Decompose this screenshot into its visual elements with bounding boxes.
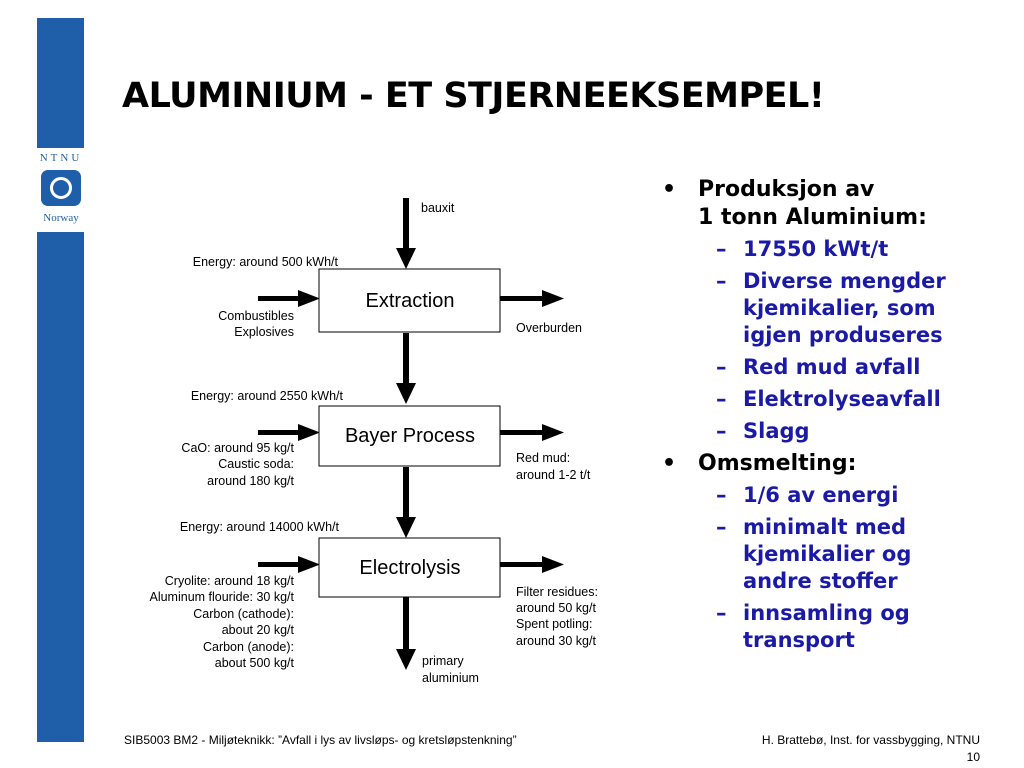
sub-bullet-item: – innsamling og transport bbox=[660, 600, 1010, 654]
electrolysis-energy: Energy: around 14000 kWh/t bbox=[179, 520, 339, 534]
extraction-bayer-arrow-shaft bbox=[403, 333, 409, 383]
sub-bullet-item: – 17550 kWt/t bbox=[660, 236, 1010, 263]
page-number: 10 bbox=[966, 750, 980, 764]
bayer-electrolysis-arrow-head bbox=[396, 517, 416, 538]
sub-bullet-item: – Diverse mengder kjemikalier, som igjen produseres bbox=[660, 268, 1010, 349]
logo-top-text: NTNU bbox=[39, 152, 83, 164]
bullet-list bbox=[660, 176, 1010, 659]
extraction-bayer-arrow-head bbox=[396, 383, 416, 404]
electrolysis-input-6: about 500 kg/t bbox=[214, 656, 294, 670]
sub-bullet-item: – Elektrolyseavfall bbox=[660, 386, 1010, 413]
bauxit-label: bauxit bbox=[421, 201, 455, 215]
electrolysis-input-2: Aluminum flouride: 30 kg/t bbox=[149, 590, 294, 604]
sub-bullet-text: 17550 kWt/t bbox=[743, 237, 889, 261]
electrolysis-input-5: Carbon (anode): bbox=[202, 640, 294, 654]
sub-bullet-text: Elektrolyseavfall bbox=[743, 387, 941, 411]
bayer-output-1: Red mud: bbox=[516, 451, 571, 465]
bayer-energy: Energy: around 2550 kWh/t bbox=[190, 389, 343, 403]
bayer-input-2: Caustic soda: bbox=[218, 457, 294, 471]
sub-bullet-text: Diverse mengder kjemikalier, som igjen produseres bbox=[743, 269, 946, 347]
sub-bullet-item: – Red mud avfall bbox=[660, 354, 1010, 381]
logo-bottom-text: Norway bbox=[43, 212, 79, 224]
page-title: ALUMINIUM - ET STJERNEEKSEMPEL! bbox=[122, 76, 825, 116]
electrolysis-input-1: Cryolite: around 18 kg/t bbox=[164, 574, 294, 588]
bayer-output-2: around 1-2 t/t bbox=[516, 468, 591, 482]
bullet-item: • Omsmelting: bbox=[660, 450, 1010, 478]
bayer-electrolysis-arrow-shaft bbox=[403, 467, 409, 517]
primary-aluminium-arrow-head bbox=[396, 649, 416, 670]
sub-bullet-text: innsamling og transport bbox=[743, 601, 910, 652]
sub-bullet-item: – 1/6 av energi bbox=[660, 482, 1010, 509]
extraction-energy: Energy: around 500 kWh/t bbox=[192, 255, 338, 269]
bayer-input-3: around 180 kg/t bbox=[207, 474, 294, 488]
bayer-input-1: CaO: around 95 kg/t bbox=[181, 441, 294, 455]
bauxit-arrow-shaft bbox=[403, 198, 409, 248]
sub-bullet-text: minimalt med kjemikalier og andre stoffer bbox=[743, 515, 912, 593]
sub-bullet-text: Slagg bbox=[743, 419, 810, 443]
sub-bullet-item: – Slagg bbox=[660, 418, 1010, 445]
extraction-output-1: Overburden bbox=[516, 321, 583, 335]
sub-bullet-item: – minimalt med kjemikalier og andre stoffer bbox=[660, 514, 1010, 595]
electrolysis-input-4: about 20 kg/t bbox=[221, 623, 294, 637]
electrolysis-output-1: Filter residues: bbox=[516, 585, 598, 599]
bullet-text: Omsmelting: bbox=[698, 451, 857, 476]
electrolysis-label: Electrolysis bbox=[359, 557, 461, 579]
extraction-input-2: Explosives bbox=[234, 325, 294, 339]
sub-bullet-text: 1/6 av energi bbox=[743, 483, 899, 507]
primary-label: primary bbox=[422, 654, 464, 668]
electrolysis-input-3: Carbon (cathode): bbox=[193, 607, 294, 621]
bullet-item: • Produksjon av 1 tonn Aluminium: bbox=[660, 176, 1010, 232]
electrolysis-output-4: around 30 kg/t bbox=[516, 634, 596, 648]
bayer-process-label: Bayer Process bbox=[344, 425, 476, 447]
bauxit-arrow-head bbox=[396, 248, 416, 269]
sub-bullet-text: Red mud avfall bbox=[743, 355, 921, 379]
extraction-label: Extraction bbox=[365, 290, 455, 312]
electrolysis-output-3: Spent potling: bbox=[516, 617, 593, 631]
aluminium-label: aluminium bbox=[422, 671, 479, 685]
footer-course: SIB5003 BM2 - Miljøteknikk: ”Avfall i lys av livsløps- og kretsløpstenkning” bbox=[124, 733, 517, 747]
electrolysis-output-2: around 50 kg/t bbox=[516, 601, 596, 615]
bullet-text: Produksjon av 1 tonn Aluminium: bbox=[698, 177, 927, 230]
footer-author: H. Brattebø, Inst. for vassbygging, NTNU bbox=[761, 733, 980, 747]
primary-aluminium-arrow-shaft bbox=[403, 597, 409, 649]
extraction-input-1: Combustibles bbox=[218, 309, 294, 323]
